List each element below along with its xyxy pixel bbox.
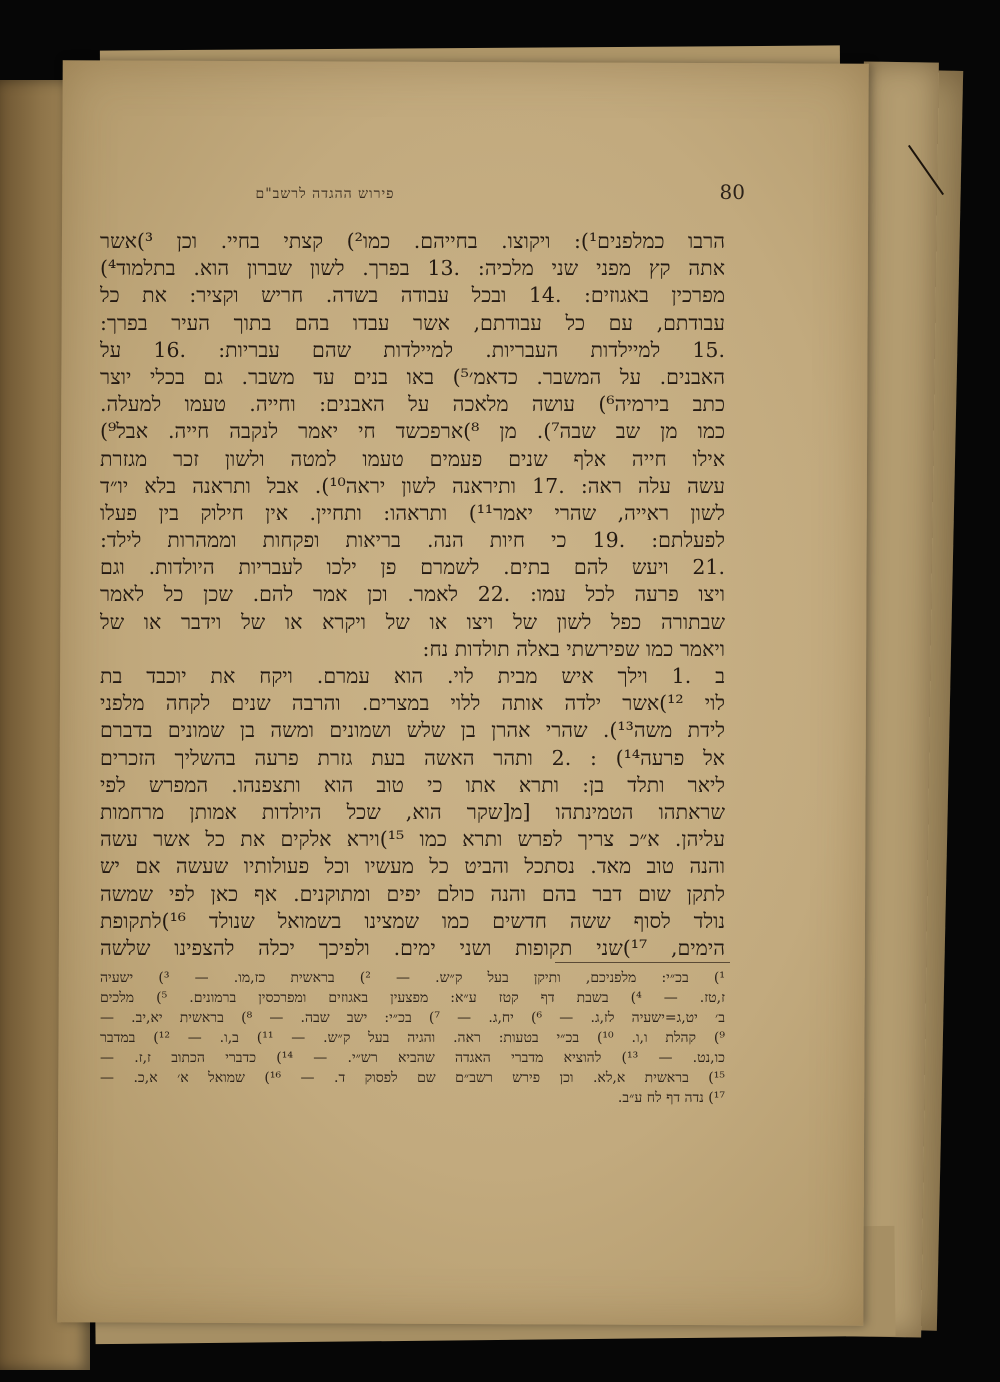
text-line: לידת משה¹³). שהרי אהרן בן שלש ושמונים ומשה בן שמונים בדברם [100,718,725,743]
page-number: 80 [719,180,745,204]
text-line: שבתורה כפל לשון של ויצו או של ויקרא או של וידבר או של [100,609,725,634]
text-line: ויאמר כמו שפירשתי באלה תולדות נח: [422,636,725,661]
running-title: פירוש ההגדה לרשב"ם [255,186,395,202]
footnote-line: כו,נט. — ¹³) להוציא מדברי האגדה שהביא רש״י. — ¹⁴) כדברי הכתוב ז,ז. — [100,1050,725,1066]
text-line: .21 ויעש להם בתים. לשמרם פן ילכו לעבריות היולדות. וגם [100,555,725,580]
footnote-line: ז,טז. — ⁴) בשבת דף קטז ע״א: מפצעין באגוזים ומפרכסין ברמונים. ⁵) מלכים [100,990,725,1006]
text-line: לשון ראייה, שהרי יאמר¹¹) ותראהו: ותחיין. אין חילוק בין פעלו [100,500,725,525]
text-line: ליאר ותלד בן: ותרא אתו כי טוב הוא ותצפנהו. המפרש לפי [100,772,725,797]
footnotes [100,968,725,1108]
text-line: ב .1 וילך איש מבית לוי. הוא עמרם. ויקח את יוכבד בת [100,664,725,688]
text-line: עשה עלה ראה: .17 ותיראנה לשון יראה¹⁰). אבל ותראנה בלא יו״ד [100,473,725,498]
text-line: אתה קץ מפני שני מלכיה: .13 בפרך. לשון שברון הוא. בתלמוד⁴) [100,256,725,281]
text-line: אילו חייה אלף שנים פעמים טעמו למטה ולשון זכר מגזרת [100,446,725,471]
footnote-line: ב׳ יט,ג=ישעיה לז,ג. — ⁶) יח,ג. — ⁷) בכ״י: ישב שבה. — ⁸) בראשית יא,יב. — [100,1010,725,1026]
text-line: מפרכין באגוזים: .14 ובכל עבודה בשדה. חריש וקציר: את כל [100,283,725,308]
text-line: .15 למיילדות העבריות. למיילדות שהם עבריות: .16 על [100,337,725,362]
text-line: כמו מן שב שבה⁷). מן ⁸)ארפכשד חי יאמר לנקבה חייה. אבל⁹) [100,419,725,444]
text-line: עבודתם, עם כל עבודתם, אשר עבדו בהם בתוך העיר בפרך: [100,310,725,335]
text-line: והנה טוב מאד. נסתכל והביט כל מעשיו וכל פעולותיו שעשה אם יש [100,854,725,879]
footnote-divider [555,962,730,963]
text-line: לוי ¹²)אשר ילדה אותה ללוי במצרים. והרבה שנים לקחה מלפני [100,691,725,716]
text-line: הרבו כמלפנים¹): ויקוצו. בחייהם. כמו²) קצתי בחיי. וכן ³)אשר [100,229,725,253]
text-line: שראתהו הטמינתהו [מ[שקר הוא, שכל היולדות אמותן מרחמות [100,799,725,824]
footnote-line: ¹) בכ״י: מלפניכם, ותיקן בעל ק״ש. — ²) בראשית כז,מו. — ³) ישעיה [100,970,725,986]
commentary-text [100,228,725,962]
text-line: כתב בירמיה⁶) עושה מלאכה על האבנים: וחייה. טעמו למעלה. [100,392,725,417]
text-line: עליהן. א״כ צריך לפרש ותרא כמו ¹⁵)וירא אלקים את כל אשר עשה [100,827,725,852]
footnote-line: ¹⁵) בראשית א,לא. וכן פירש רשב״ם שם לפסוק ד. — ¹⁶) שמואל א׳ א,כ. — [100,1070,725,1086]
footnote-line: ¹⁷) נדה דף לח ע״ב. [617,1090,725,1106]
text-line: ויצו פרעה לכל עמו: .22 לאמר. וכן אמר להם. שכן כל לאמר [100,582,725,607]
page-header [235,180,745,216]
text-line: האבנים. על המשבר. כדאמ׳⁵) באו בנים עד משבר. גם בכלי יוצר [100,364,725,389]
text-line: נולד לסוף ששה חדשים כמו שמצינו בשמואל שנולד ¹⁶)לתקופת [100,908,725,933]
text-line: הימים, ¹⁷)שני תקופות ושני ימים. ולפיכך יכלה להצפינו שלשה [100,935,725,960]
text-line: לתקן שום דבר בהם והנה כולם יפים ומתוקנים. אף כאן לפי שמשה [100,881,725,906]
text-line: אל פרעה¹⁴) : .2 ותהר האשה בעת גזרת פרעה בהשליך הזכרים [100,745,725,770]
text-line: לפעלתם: .19 כי חיות הנה. בריאות ופקחות וממהרות לילד: [100,528,725,553]
footnote-line: ⁹) קהלת ו,ו. ¹⁰) בכ״י בטעות: ראה. והגיה בעל ק״ש. — ¹¹) ב,ו. — ¹²) במדבר [100,1030,725,1046]
